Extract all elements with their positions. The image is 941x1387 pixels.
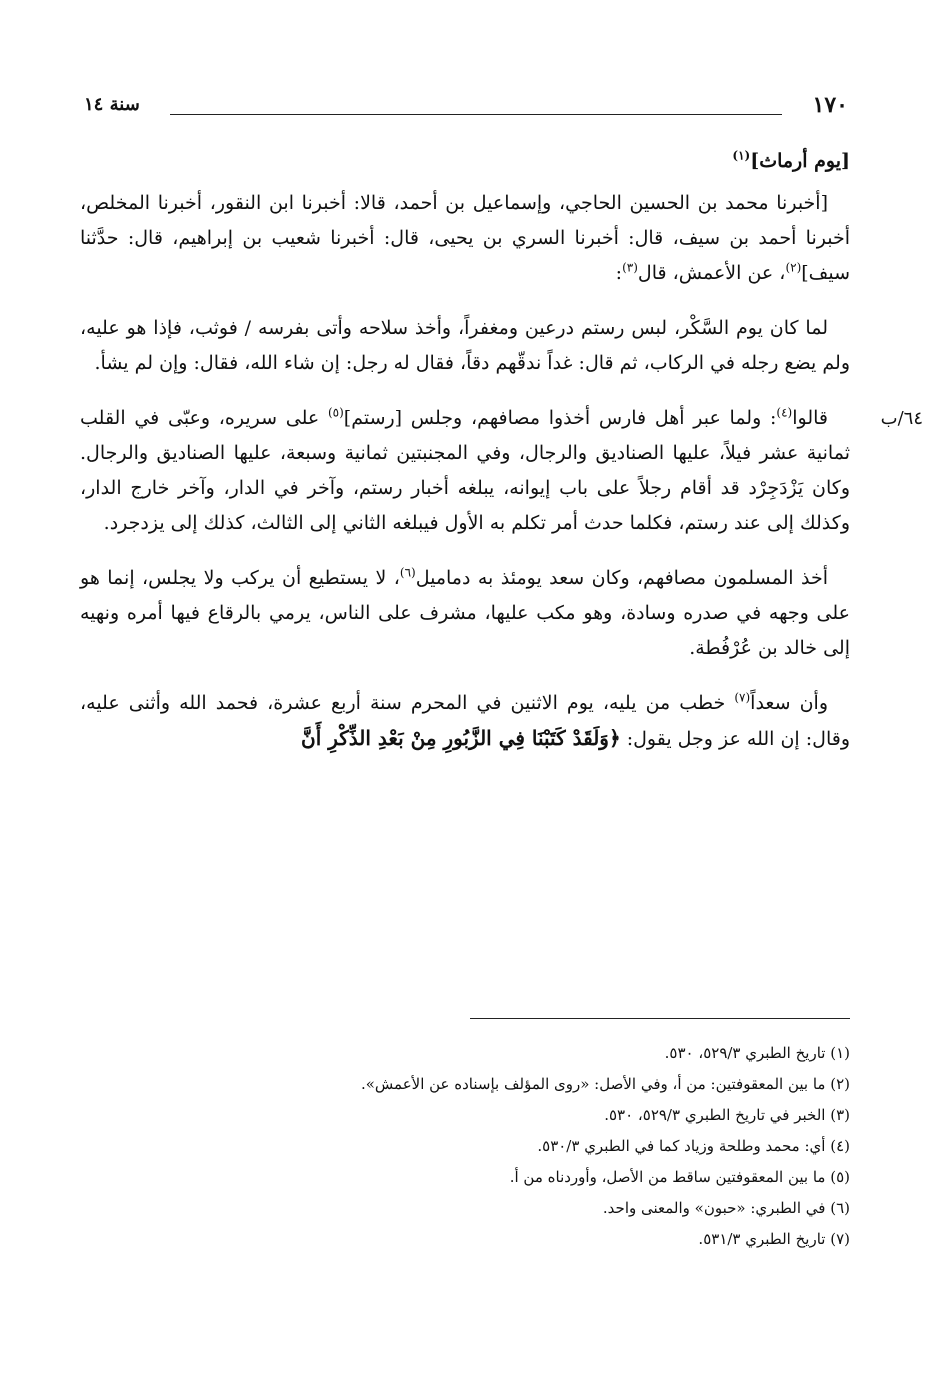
isnad-text: [أخبرنا محمد بن الحسين الحاجي، وإسماعيل بن أحمد، قالا: أخبرنا ابن النقور، أخبرنا المخلص، أخبرنا أحمد بن سيف، قال: أخبرنا السري بن يحيى، قال: أخبرنا شعيب بن إبراهيم، قال: حدَّثنا سيف] [80, 192, 850, 284]
footnote-rule [470, 1018, 850, 1019]
footnote: (٦) في الطبري: «حبون» والمعنى واحد. [602, 1199, 850, 1217]
isnad-text: : [615, 262, 623, 284]
paragraph-text: على سريره، وعبّى في القلب ثمانية عشر فيلاً، عليها الصناديق والرجال، وفي المجنبتين ثمانية وسبعة، عليها الصناديق والرجال. وكان يَزْدَجِرْد قد أقام رجلاً على باب إيوانه، يبلغه أخبار رستم، وآخر في الدار، وآخر خارج الدار، وكذلك إلى عند رستم، فكلما حدث أمر تكلم به الأول فيبلغه الثاني إلى الثالث، كذلك إلى يزدجرد. [80, 407, 850, 534]
paragraph [80, 561, 850, 666]
footnote: (٤) أي: محمد وطلحة وزياد كما في الطبري ٥٣٠/٣. [537, 1137, 850, 1155]
footnote-ref: (١) [732, 148, 751, 163]
isnad-paragraph [80, 186, 850, 291]
paragraph-text: أخذ المسلمون مصافهم، وكان سعد يومئذ به دماميل [415, 567, 828, 589]
footnotes [250, 1038, 850, 1255]
paragraph-text: : ولما عبر أهل فارس أخذوا مصافهم، وجلس [رستم] [343, 407, 777, 429]
paragraph-text: قالوا [792, 407, 828, 429]
footnote-ref: (٢) [785, 260, 802, 275]
footnote-ref: (٥) [327, 405, 344, 420]
quran-verse: ﴿وَلَقَدْ كَتَبْنَا فِي الزَّبُورِ مِنْ بَعْدِ الذِّكْرِ أَنَّ [301, 726, 621, 750]
margin-folio-note: ٦٤/ب [880, 408, 923, 429]
footnote: (٢) ما بين المعقوفتين: من أ، وفي الأصل: «روى المؤلف بإسناده عن الأعمش». [360, 1075, 850, 1093]
footnote-ref: (٧) [734, 690, 751, 705]
paragraph [80, 686, 850, 757]
page-number: ١٧٠ [812, 92, 848, 118]
paragraph-text: ، لا يستطيع أن يركب ولا يجلس، إنما هو على وجهه في صدره وسادة، وهو مكب عليها، مشرف على الناس، يرمي بالرقاع فيها أمره ونهيه إلى خالد بن عُرْفُطة. [80, 567, 850, 659]
footnote: (٥) ما بين المعقوفتين ساقط من الأصل، وأوردناه من أ. [509, 1168, 850, 1186]
paragraph [80, 401, 850, 541]
footnote: (١) تاريخ الطبري ٥٢٩/٣، ٥٣٠. [664, 1044, 850, 1062]
header-rule [170, 114, 782, 115]
main-text [80, 150, 850, 777]
footnote: (٣) الخبر في تاريخ الطبري ٥٢٩/٣، ٥٣٠. [604, 1106, 850, 1124]
section-heading-text: [يوم أرماث] [750, 150, 850, 172]
footnote-ref: (٦) [399, 565, 416, 580]
section-heading [80, 150, 850, 172]
page-header [84, 92, 848, 126]
footnote-ref: (٤) [776, 405, 793, 420]
isnad-text: ، عن الأعمش، قال [637, 262, 786, 284]
footnote: (٧) تاريخ الطبري ٥٣١/٣. [698, 1230, 850, 1248]
paragraph: لما كان يوم السَّكْر، لبس رستم درعين ومغفراً، وأخذ سلاحه وأتى بفرسه / فوثب، فإذا هو عليه، ولم يضع رجله في الركاب، ثم قال: غداً ندقّهم دقاً، فقال له رجل: إن شاء الله، فقال: وإن لم يشأ. [80, 317, 850, 374]
paragraph-text: وأن سعداً [750, 692, 828, 714]
year-label: سنة ١٤ [84, 94, 140, 115]
paragraph-text: خطب من يليه، يوم الاثنين في المحرم سنة أربع عشرة، فحمد الله وأثنى عليه، وقال: إن الله عز وجل يقول: [80, 692, 850, 750]
footnote-ref: (٣) [622, 260, 638, 275]
